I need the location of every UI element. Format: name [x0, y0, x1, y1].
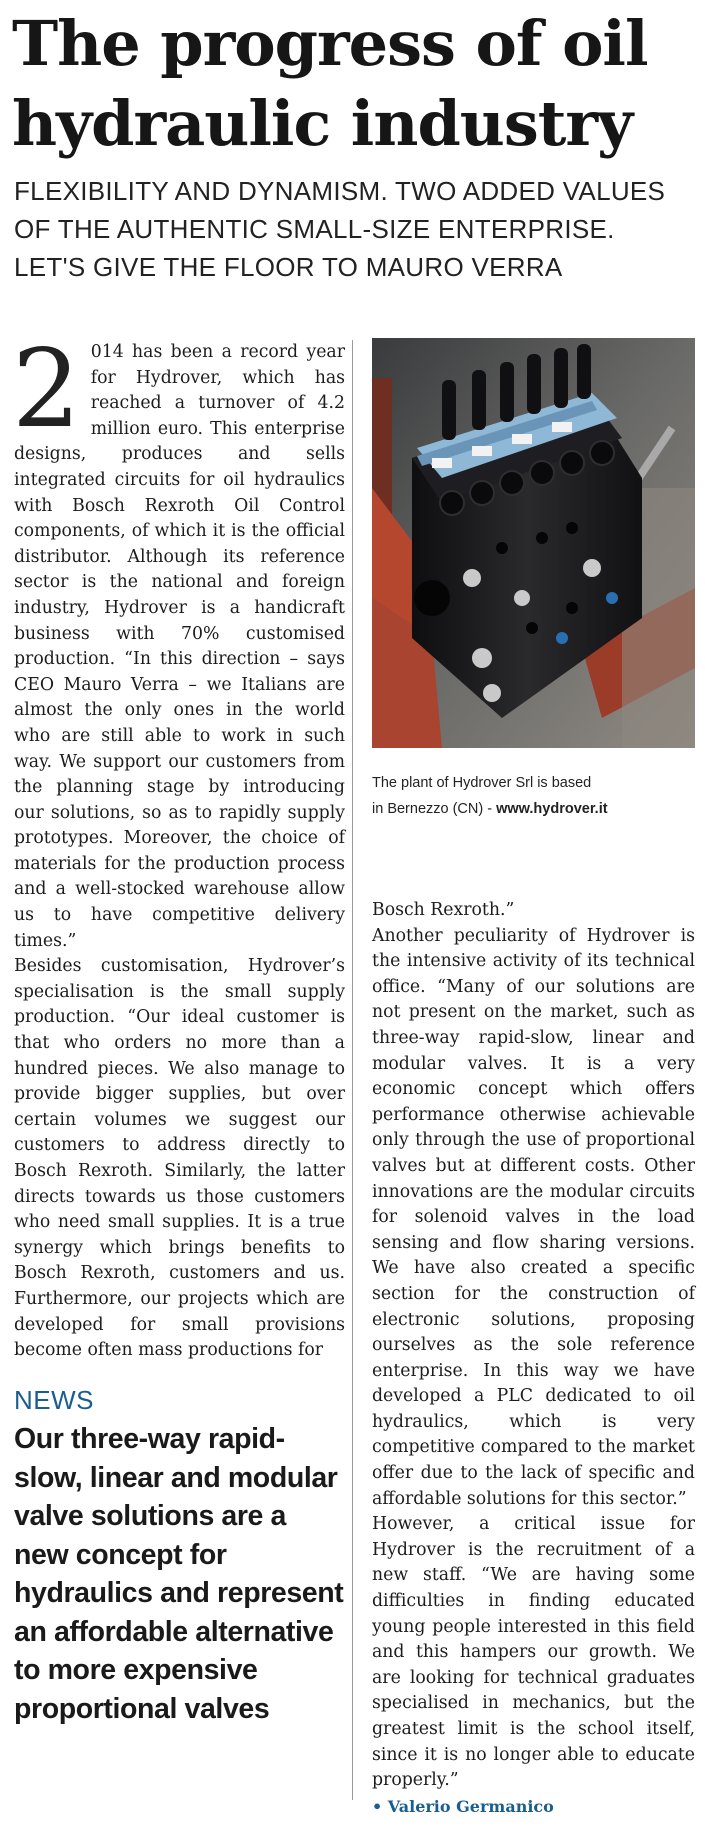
news-headline: Our three-way rapid-slow, linear and modular valve solutions are a new concept for hydraulics and represent an affordable alternative to more expensive proportional valves — [14, 1423, 344, 1725]
left-column — [12, 327, 345, 1390]
article-title: The progress of oil hydraulic industry — [12, 7, 648, 160]
article-subtitle — [14, 172, 704, 286]
subtitle-line: OF THE AUTHENTIC SMALL-SIZE ENTERPRISE. — [14, 214, 615, 244]
website-link[interactable]: www.hydrover.it — [496, 801, 608, 817]
product-photo — [372, 338, 695, 748]
caption-line — [372, 796, 695, 822]
paragraph-intro: 014 has been a record year for Hydrover, which has reached a turnover of 4.2 million euro. This enterprise designs, produces and sells integrated circuits for oil hydraulics with Bosch Rexroth Oil Control components, of which it is the official distributor. Although its reference sector is the national and foreign industry, Hydrover is a handicraft business with 70% customised production. “In this direction – says CEO Mauro Verra – we Italians are almost the only ones in the world who are still able to work in such way. We support our customers from the planning stage by introducing our solutions, so as to rapidly supply prototypes. Moreover, the choice of materials for the production process and a well-stocked warehouse allow us to have competitive delivery times.” — [14, 342, 345, 951]
paragraph-recruitment: However, a critical issue for Hydrover is the recruitment of a new staff. “We are having some difficulties in finding educated young people interested in this field and this hampers our growth. We are looking for technical graduates specialised in mechanics, but the greatest limit is the school itself, since it is no longer able to educate properly.” — [372, 1514, 695, 1791]
hydraulic-block-image — [372, 338, 695, 748]
subtitle-line: FLEXIBILITY AND DYNAMISM. TWO ADDED VALUES — [14, 176, 666, 206]
drop-cap: 2 — [12, 327, 81, 452]
right-column — [372, 898, 695, 1819]
caption-text: in Bernezzo (CN) - — [372, 801, 497, 817]
author-byline: • Valerio Germanico — [372, 1796, 554, 1816]
news-label: NEWS — [14, 1385, 94, 1415]
column-divider — [352, 340, 353, 1800]
paragraph-continued: Bosch Rexroth.” — [372, 900, 515, 920]
paragraph-customisation: Besides customisation, Hydrover’s specialisation is the small supply production. “Our ideal customer is that who orders no more than a hundred pieces. We also manage to provide bigger supplies, but over certain volumes we suggest our customers to address directly to Bosch Rexroth. Similarly, the latter directs towards us those customers who need small supplies. It is a true synergy which brings benefits to Bosch Rexroth, customers and us. Furthermore, our projects which are developed for small provisions become often mass productions for — [14, 956, 345, 1361]
caption-line: The plant of Hydrover Srl is based — [372, 775, 592, 791]
paragraph-technical-office: Another peculiarity of Hydrover is the intensive activity of its technical office. “Many of our solutions are not present on the market, such as three-way rapid-slow, linear and modular valves. It is a very economic concept which offers performance otherwise achievable only through the use of proportional valves but at different costs. Other innovations are the modular circuits for solenoid valves in the load sensing and flow sharing versions. We have also created a specific section for the construction of electronic solutions, proposing ourselves as the sole reference enterprise. In this way we have developed a PLC dedicated to oil hydraulics, which is very competitive compared to the market offer due to the lack of specific and affordable solutions for this sector.” — [372, 925, 695, 1509]
photo-caption — [372, 770, 695, 822]
subtitle-line: LET'S GIVE THE FLOOR TO MAURO VERRA — [14, 252, 563, 282]
